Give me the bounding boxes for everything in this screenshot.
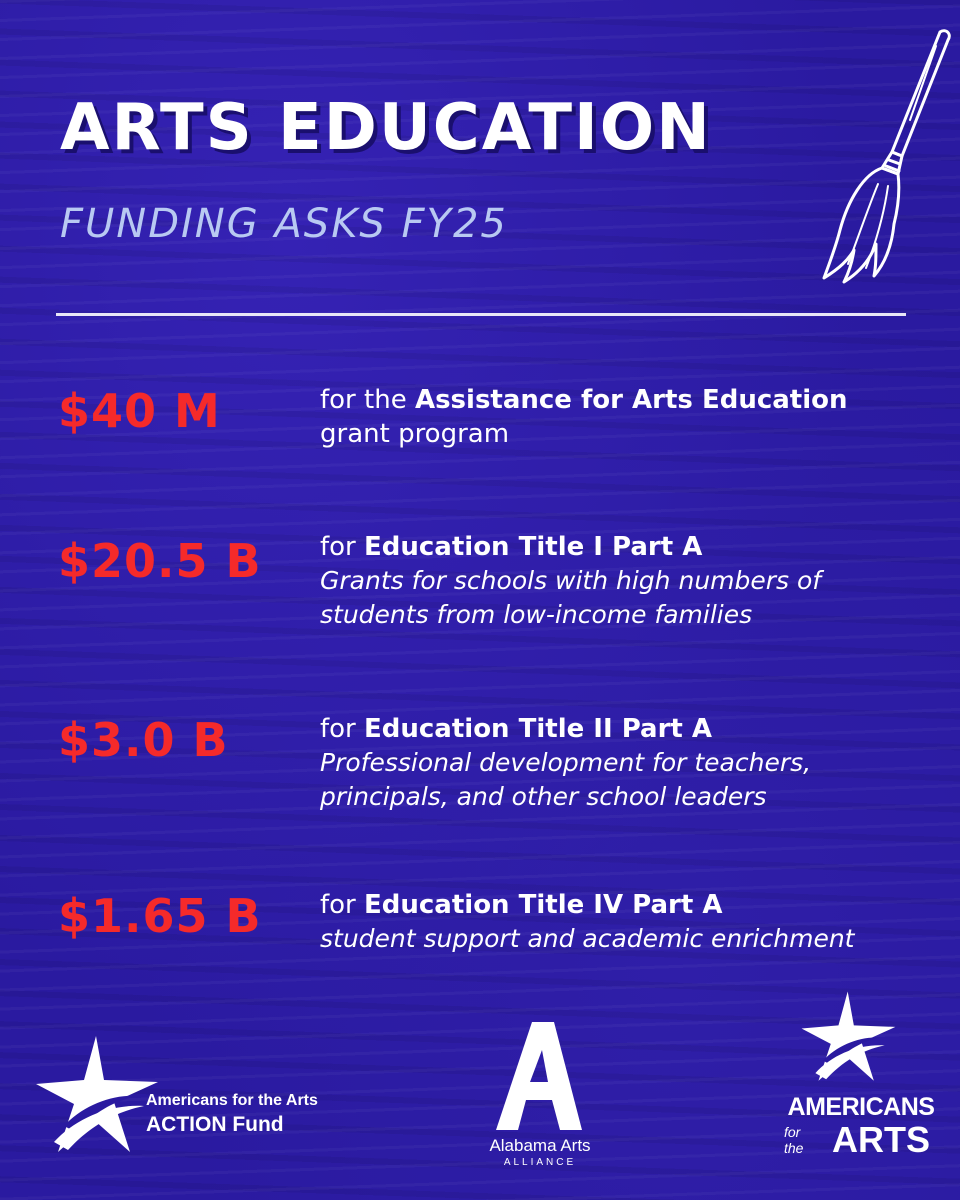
- ask-prefix: for: [320, 714, 365, 744]
- ask-amount: $1.65 B: [58, 889, 262, 943]
- divider: [56, 313, 906, 316]
- alabama-arts-alliance-logo: [470, 1020, 610, 1170]
- ask-note: Grants for schools with high numbers of: [320, 566, 822, 595]
- alabama-line2: ALLIANCE: [503, 1157, 577, 1168]
- ask-description: [320, 383, 950, 451]
- action-fund-logo: [34, 1034, 318, 1164]
- ask-description: [320, 888, 950, 956]
- ask-detail: grant program: [320, 419, 510, 449]
- page-title: ARTS EDUCATION: [60, 91, 712, 165]
- page-subtitle: FUNDING ASKS FY25: [60, 201, 508, 247]
- ask-program: Assistance for Arts Education: [414, 385, 848, 415]
- ask-prefix: for: [320, 890, 365, 920]
- paintbrush-icon: [818, 24, 954, 292]
- ask-prefix: for: [320, 532, 365, 562]
- star-swoosh-icon: [800, 990, 900, 1090]
- ask-amount: $40 M: [58, 384, 221, 438]
- afta-line3: ARTS: [832, 1119, 930, 1160]
- star-swoosh-icon: [34, 1034, 164, 1164]
- afta-line1: AMERICANS: [787, 1093, 935, 1121]
- ask-description: [320, 530, 950, 632]
- americans-for-the-arts-logo: [776, 990, 946, 1170]
- ask-program: Education Title IV Part A: [364, 890, 723, 920]
- letter-a-logo-icon: [494, 1020, 584, 1132]
- ask-note: students from low-income families: [320, 600, 753, 629]
- action-fund-line2: ACTION Fund: [146, 1113, 284, 1136]
- afta-line2: for the: [784, 1124, 804, 1156]
- ask-amount: $20.5 B: [58, 534, 262, 588]
- action-fund-line1: Americans for the Arts: [146, 1092, 318, 1109]
- ask-amount: $3.0 B: [58, 713, 229, 767]
- ask-description: [320, 712, 950, 814]
- ask-note: Professional development for teachers,: [320, 748, 812, 777]
- ask-program: Education Title II Part A: [364, 714, 713, 744]
- ask-note: principals, and other school leaders: [320, 782, 767, 811]
- ask-prefix: for the: [320, 385, 415, 415]
- alabama-line1: Alabama Arts: [489, 1136, 591, 1155]
- ask-program: Education Title I Part A: [364, 532, 703, 562]
- ask-note: student support and academic enrichment: [320, 924, 855, 953]
